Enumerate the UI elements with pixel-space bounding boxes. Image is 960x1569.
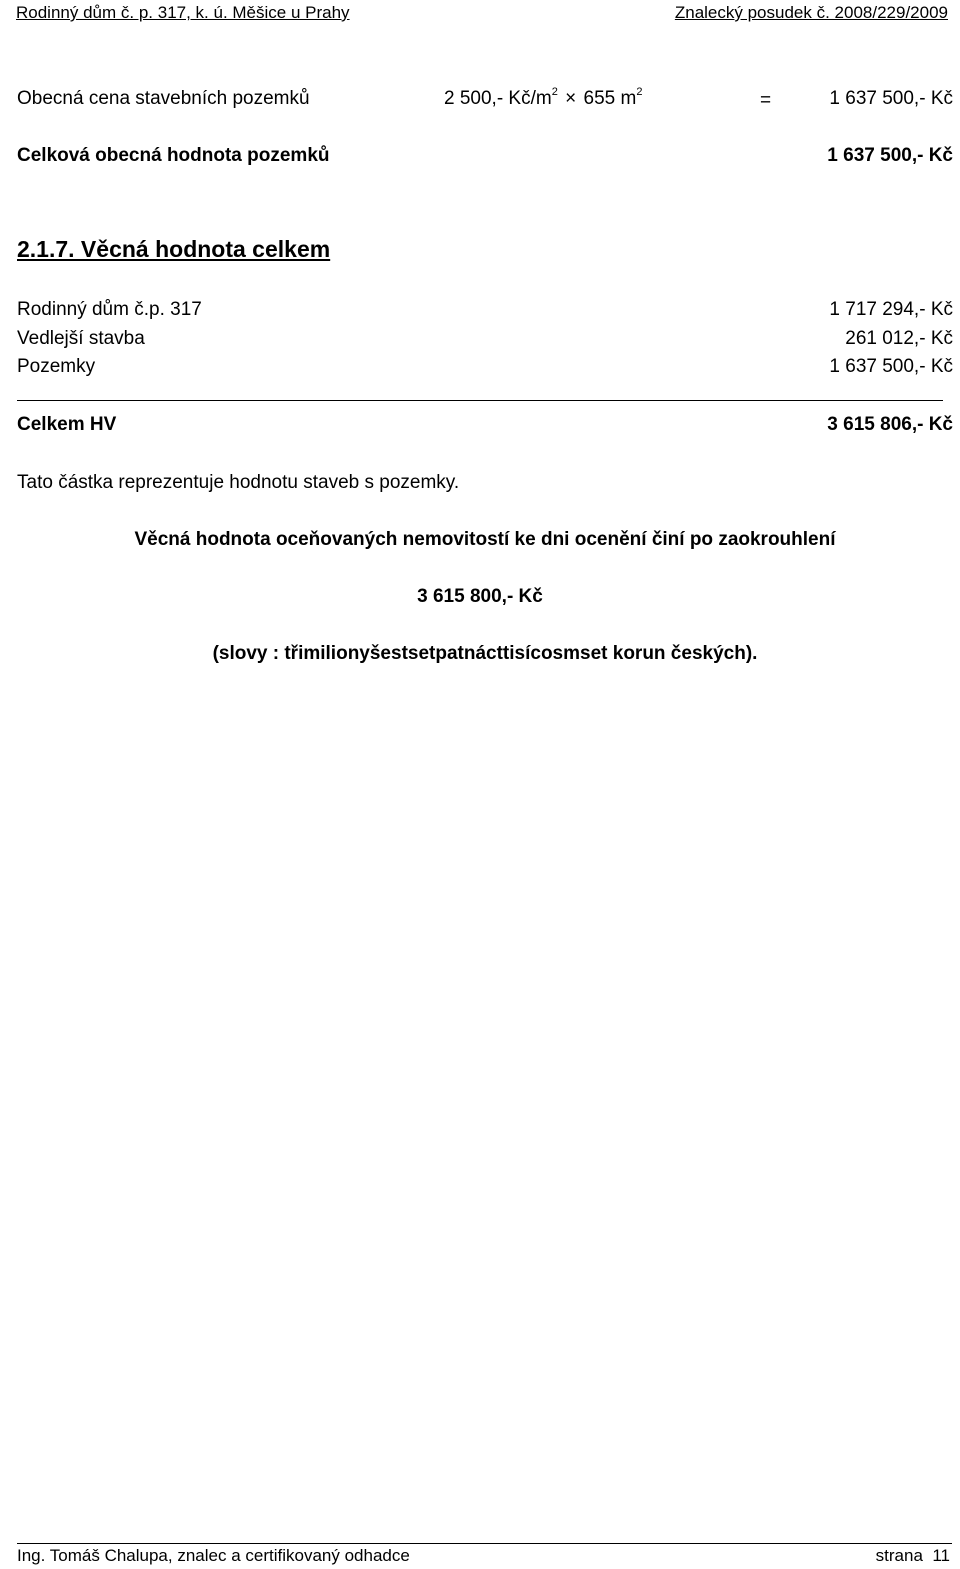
land-formula (444, 88, 642, 110)
conclusion-words: (slovy : třimilionyšestsetpatnácttisícosmset korun českých). (212, 643, 758, 664)
land-unit-price: 2 500,- Kč/m (444, 88, 552, 109)
land-area: 655 m (583, 88, 637, 109)
header-left: Rodinný dům č. p. 317, k. ú. Měšice u Prahy (16, 3, 350, 22)
item-value: 261 012,- Kč (845, 328, 953, 349)
total-divider (17, 400, 943, 401)
conclusion-amount: 3 615 800,- Kč (417, 586, 543, 607)
item-label: Vedlejší stavba (17, 328, 145, 349)
land-result: 1 637 500,- Kč (829, 88, 953, 109)
total-label: Celkem HV (17, 414, 117, 435)
unit-sup: 2 (551, 86, 558, 98)
item-label: Pozemky (17, 356, 96, 377)
footer-left: Ing. Tomáš Chalupa, znalec a certifikovaný odhadce (17, 1546, 410, 1565)
multiply-icon: × (565, 88, 577, 109)
total-value: 3 615 806,- Kč (827, 414, 953, 435)
header-right: Znalecký posudek č. 2008/229/2009 (674, 3, 948, 22)
area-sup: 2 (636, 86, 643, 98)
land-total-label: Celková obecná hodnota pozemků (17, 145, 330, 166)
item-value: 1 717 294,- Kč (829, 299, 953, 320)
land-total-value: 1 637 500,- Kč (827, 145, 953, 166)
conclusion-line: Věcná hodnota oceňovaných nemovitostí ke dni ocenění činí po zaokrouhlení (134, 529, 836, 550)
page-number: strana 11 (875, 1546, 950, 1565)
item-value: 1 637 500,- Kč (829, 356, 953, 377)
equals-sign: = (760, 90, 772, 111)
note-text: Tato částka reprezentuje hodnotu staveb s pozemky. (17, 472, 460, 493)
item-label: Rodinný dům č.p. 317 (17, 299, 202, 320)
land-label: Obecná cena stavebních pozemků (17, 88, 310, 109)
footer-divider (17, 1543, 952, 1544)
section-title: 2.1.7. Věcná hodnota celkem (17, 236, 331, 262)
